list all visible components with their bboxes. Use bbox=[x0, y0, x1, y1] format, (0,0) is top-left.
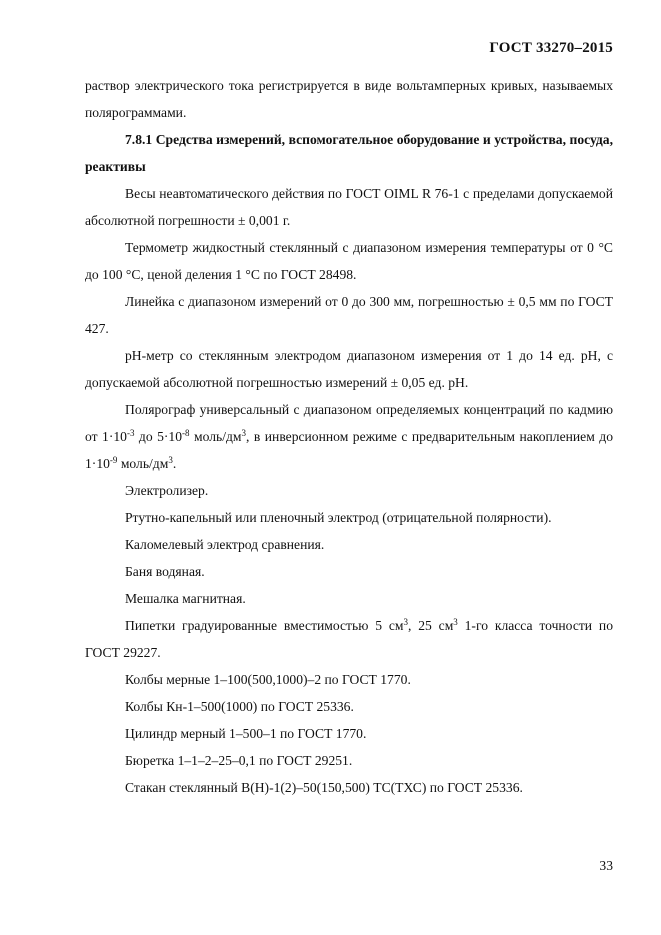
paragraph-ph-meter: рН-метр со стеклянным электродом диапазоном измерения от 1 до 14 ед. рН, с допускаемой абсолютной погрешностью измерений ± 0,05 ед. рН. bbox=[85, 348, 613, 390]
document-body bbox=[85, 72, 613, 801]
text-run: , в инверсионном режиме с предварительным накоплением до 1·10 bbox=[85, 429, 613, 471]
superscript: 3 bbox=[403, 617, 408, 627]
paragraph-electrode: Ртутно-капельный или пленочный электрод (отрицательной полярности). bbox=[125, 510, 552, 525]
text-run: до 5·10 bbox=[134, 429, 183, 444]
paragraph-scales: Весы неавтоматического действия по ГОСТ OIML R 76-1 с пределами допускаемой абсолютной погрешности ± 0,001 г. bbox=[85, 186, 613, 228]
paragraph-pipettes bbox=[85, 612, 613, 666]
section-heading: 7.8.1 Средства измерений, вспомогательное оборудование и устройства, посуда, реактивы bbox=[85, 132, 613, 174]
text-run: Пипетки градуированные вместимостью 5 см bbox=[125, 618, 404, 633]
paragraph-ruler: Линейка с диапазоном измерений от 0 до 300 мм, погрешностью ± 0,5 мм по ГОСТ 427. bbox=[85, 294, 613, 336]
superscript: -8 bbox=[182, 428, 190, 438]
paragraph-polarograph bbox=[85, 396, 613, 477]
paragraph-water-bath: Баня водяная. bbox=[125, 564, 205, 579]
paragraph-volumetric-flasks: Колбы мерные 1–100(500,1000)–2 по ГОСТ 1770. bbox=[125, 672, 411, 687]
superscript: -9 bbox=[109, 455, 118, 465]
superscript: 3 bbox=[168, 455, 173, 465]
paragraph-stirrer: Мешалка магнитная. bbox=[125, 591, 246, 606]
paragraph-thermometer: Термометр жидкостный стеклянный с диапазоном измерения температуры от 0 °С до 100 °С, ценой деления 1 °С по ГОСТ 28498. bbox=[85, 240, 613, 282]
text-run: моль/дм bbox=[117, 456, 169, 471]
paragraph-electrolyzer: Электролизер. bbox=[125, 483, 209, 498]
text-run: 1-го класса точности по ГОСТ 29227. bbox=[85, 618, 613, 660]
text-run: . bbox=[172, 456, 177, 471]
text-run: , 25 см bbox=[407, 618, 454, 633]
page-number: 33 bbox=[599, 858, 613, 873]
paragraph-continuation: раствор электрического тока регистрируется в виде вольтамперных кривых, называемых полярограммами. bbox=[85, 78, 613, 120]
text-run: Полярограф универсальный с диапазоном определяемых концентраций по кадмию от 1·10 bbox=[85, 402, 613, 444]
superscript: -3 bbox=[126, 428, 135, 438]
paragraph-conical-flasks: Колбы Кн-1–500(1000) по ГОСТ 25336. bbox=[125, 699, 354, 714]
superscript: 3 bbox=[241, 428, 247, 438]
document-header: ГОСТ 33270–2015 bbox=[489, 40, 613, 56]
paragraph-reference-electrode: Каломелевый электрод сравнения. bbox=[125, 537, 325, 552]
superscript: 3 bbox=[453, 617, 458, 627]
paragraph-beaker: Стакан стеклянный В(Н)-1(2)–50(150,500) ТС(ТХС) по ГОСТ 25336. bbox=[125, 780, 523, 795]
paragraph-cylinder: Цилиндр мерный 1–500–1 по ГОСТ 1770. bbox=[125, 726, 367, 741]
text-run: моль/дм bbox=[189, 429, 242, 444]
paragraph-burette: Бюретка 1–1–2–25–0,1 по ГОСТ 29251. bbox=[125, 753, 353, 768]
